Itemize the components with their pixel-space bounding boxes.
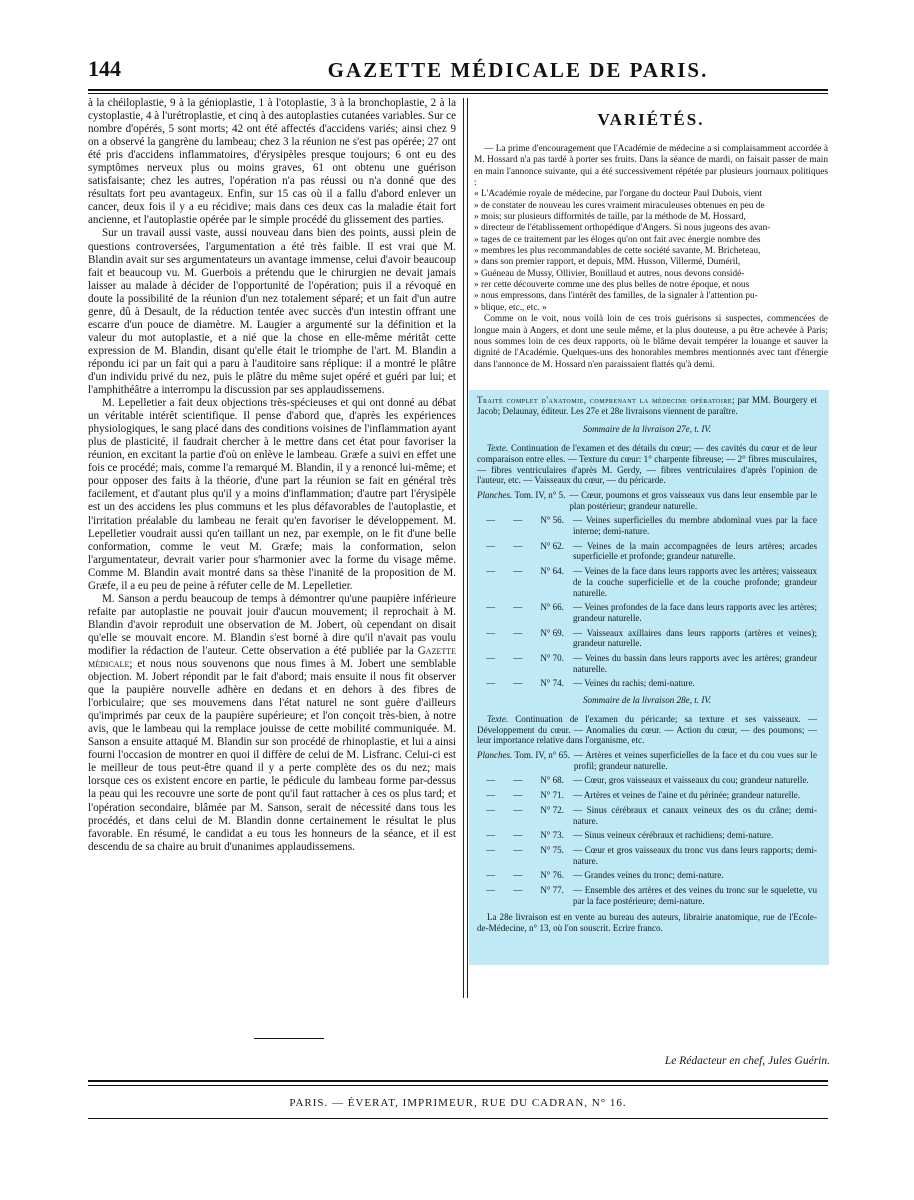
dash: — <box>513 515 523 526</box>
dash: — <box>486 804 496 815</box>
plate-number: N° 68. <box>540 775 564 786</box>
quote-line: » rer cette découverte comme une des plus belles de notre époque, et nous <box>474 280 750 291</box>
plate-description: — Sinus cérébraux et canaux veineux des os du crâne; demi-nature. <box>573 804 817 826</box>
dash: — <box>486 678 496 689</box>
plate-number: N° 70. <box>540 653 564 664</box>
plate-dashes <box>477 678 573 689</box>
quote-line: » membres les plus recommandables de cette société savante, M. Bricheteau, <box>474 246 761 257</box>
paragraph-text: ; et nous nous souvenons que nous fimes à M. Jobert une semblable objection. M. Jobert répondit par le fait d'abord; mais ensuite il nous fit observer que la paupière nouvelle adhère en dedans et en dehors à des fibres de l'orbiculaire; que ses mouvemens dans l'état naturel ne sont guère d'ailleurs qu'imprimés par ceux de la paupière supérieure; et l'on conçoit très-bien, à notre avis, que le lambeau qui la remplace jouisse de cette mobilité communiquée. M. Sanson a ensuite attaqué M. Blandin sur son procédé de rhinoplastie, et lui a ainsi fourni l'occasion de montrer en quoi il diffère de celui de M. Lisfranc. Celui-ci est le meilleur de tous peut-être quand il y a perte complète des os du nez; mais lorsque ces os existent encore en partie, le pédicule du lambeau forme par-dessus la peau qui les recouvre une sorte de pont qu'il faut rattacher à ces os plus tard; et l'opération secondaire, blâmée par M. Sanson, serait de nécessité dans tous les procédés, et dans celui de M. Blandin donne certainement le résultat le plus favorable. En résumé, le candidat a eu tous les honneurs de la séance, et il est descendu de sa chaire au bruit d'unanimes applaudissemens. <box>88 658 456 853</box>
article-comment: Comme on le voit, nous voilà loin de ces trois guérisons si suspectes, commencées de longue main à Angers, et dont une seule même, et la plus douteuse, a pu être achevée à Paris; nous sommes loin de ces deux rapports, où le blâme devait tempérer la louange et sauver la dignité de l'Académie. Quelques-uns des honorables membres mentionnés avec tant d'énergie dans l'annonce de M. Hossard n'en paraissaient flattés qu'à demi. <box>474 314 828 370</box>
plate-description: — Veines superficielles du membre abdominal vues par la face interne; demi-nature. <box>573 515 817 537</box>
plate-dashes <box>477 541 573 562</box>
plate-description: — Vaisseaux axillaires dans leurs rapports (artères et veines); grandeur naturelle. <box>573 627 817 649</box>
plate-dashes <box>477 628 573 649</box>
plate-entry <box>477 775 817 786</box>
dash: — <box>513 830 523 841</box>
plate-dashes <box>477 566 573 598</box>
dash: — <box>513 540 523 551</box>
text-summary-27 <box>477 443 817 486</box>
dash: — <box>486 653 496 664</box>
quote-line: » blique, etc., etc. » <box>474 302 547 313</box>
dash: — <box>513 790 523 801</box>
plate-number: N° 75. <box>540 844 564 855</box>
plate-entry <box>477 750 817 771</box>
plate-entry <box>477 805 817 826</box>
plate-number: n° 5. <box>548 489 566 500</box>
dash: — <box>513 627 523 638</box>
plates-label: Planches. <box>477 749 513 760</box>
plate-entry <box>477 845 817 866</box>
dash: — <box>486 870 496 881</box>
plate-description: — Cœur et gros vaisseaux du tronc vus dans leurs rapports; demi-nature. <box>573 844 817 866</box>
dash: — <box>513 804 523 815</box>
quoted-announcement <box>474 189 828 314</box>
text-label: Texte. <box>487 443 509 454</box>
paragraph-text: M. Sanson a perdu beaucoup de temps à démontrer qu'une paupière inférieure refaite par autoplastie ne pouvait jouir d'aucun mouvement; il reprochait à M. Blandin d'avoir reproduit une observation de M. Jobert, où cependant on disait qu'elle se mouvait encore. M. Blandin s'est borné à dire qu'il n'avait pas voulu modifier la rédaction de l'auteur. Cette observation a été publiée par la <box>88 592 456 657</box>
plates-label: Planches. <box>477 489 513 500</box>
plate-number: N° 64. <box>540 566 564 577</box>
quote-line: » nous empressons, dans l'intérêt des familles, de la signaler à l'attention pu- <box>474 291 758 302</box>
plate-description: — Artères et veines de l'aine et du périnée; grandeur naturelle. <box>573 790 801 801</box>
dash: — <box>513 844 523 855</box>
plates-prefix <box>477 750 574 771</box>
dash: — <box>486 844 496 855</box>
plate-entry <box>477 885 817 906</box>
plate-description: — Sinus veineux cérébraux et rachidiens; demi-nature. <box>573 830 774 841</box>
plate-description: — Veines de la face dans leurs rapports avec les artères; vaisseaux de la couche superficielle et de la couche profonde; grandeur naturelle. <box>573 566 817 598</box>
plate-description: — Veines du rachis; demi-nature. <box>573 678 695 689</box>
plate-description: — Veines profondes de la face dans leurs rapports avec les artères; grandeur naturelle. <box>573 602 817 623</box>
quote-line: » tages de ce traitement par les éloges qu'on ont fait avec énergie nombre des <box>474 234 761 245</box>
plate-dashes <box>477 830 573 841</box>
plate-entry <box>477 490 817 511</box>
dash: — <box>486 775 496 786</box>
end-rule <box>254 1038 324 1039</box>
plate-number: N° 66. <box>540 602 564 613</box>
plate-dashes <box>477 805 573 826</box>
plate-entry <box>477 870 817 881</box>
paragraph: à la chéiloplastie, 9 à la génioplastie, 1 à l'otoplastie, 3 à la bronchoplastie, 2 à la cystoplastie, 4 à l'urétroplastie, et cinq à des autoplasties cutanées variables. Sur ce nombre d'opérés, 5 sont morts; 42 ont été affectés d'accidens variés; ainsi chez 9 on a observé la gangrène du lambeau; chez 3 la réunion ne s'est pas opérée; 27 ont été pris d'accidens inflammatoires, d'érysipèles presque toujours; 6 ont eu des symptômes nerveux plus ou moins graves, 61 ont obtenu une guérison satisfaisante; chez les autres, l'opération n'a pas réussi ou n'a donné que des résultats fort peu avantageux. Enfin, sur 15 cas où il a fallu d'abord enlever un cancer, deux fois il y a eu récidive; mais dans ces deux cas la maladie était fort ancienne, et l'autoplastie opérée par le simple procédé du glissement des parties. <box>88 97 456 227</box>
plate-dashes <box>477 653 573 674</box>
plate-number: N° 73. <box>540 830 564 841</box>
plate-description: — Artères et veines superficielles de la face et du cou vues sur le profil; grandeur naturelle. <box>573 749 817 771</box>
plate-dashes <box>477 602 573 623</box>
dash: — <box>486 790 496 801</box>
plate-number: N° 72. <box>540 804 564 815</box>
journal-reference: Gazette médicale <box>88 644 456 671</box>
dash: — <box>486 540 496 551</box>
quote-line: » de constater de nouveau les cures vraiment miraculeuses obtenues en peu de <box>474 200 765 211</box>
plate-dashes <box>477 515 573 536</box>
plate-number: n° 65. <box>548 749 570 760</box>
plate-number: N° 56. <box>540 515 564 526</box>
plates-prefix <box>477 490 569 511</box>
dash: — <box>486 602 496 613</box>
header-rule-thin <box>88 93 828 94</box>
quote-line: » dans son premier rapport, et depuis, MM. Husson, Villermé, Duméril, <box>474 257 741 268</box>
plate-description: — Grandes veines du tronc; demi-nature. <box>573 870 724 881</box>
plate-entry <box>477 830 817 841</box>
treatise-publisher: ; par MM. Bourgery et Jacob; Delaunay, éditeur. Les 27e et 28e livraisons viennent de paraître. <box>477 395 818 416</box>
plate-entry <box>477 515 817 536</box>
dash: — <box>486 515 496 526</box>
plate-entry <box>477 678 817 689</box>
plate-description: — Cœur, gros vaisseaux et vaisseaux du cou; grandeur naturelle. <box>573 775 809 786</box>
section-title: VARIÉTÉS. <box>597 110 705 129</box>
dash: — <box>513 602 523 613</box>
page-number: 144 <box>88 56 121 81</box>
dash: — <box>513 566 523 577</box>
plate-number: N° 77. <box>540 885 564 896</box>
masthead <box>88 56 828 86</box>
quote-line: » directeur de l'établissement orthopédique d'Angers. Si nous jugeons des avan- <box>474 223 771 234</box>
dash: — <box>486 885 496 896</box>
text-label: Texte. <box>487 713 509 724</box>
article-intro: — La prime d'encouragement que l'Académie de médecine a si complaisamment accordée à M. Hossard n'a pas tardé à porter ses fruits. Dans la séance de mardi, on faisait passer de main en main l'annonce suivante, qui a été successivement répétée par plusieurs journaux politiques : <box>474 144 828 189</box>
plate-entry <box>477 602 817 623</box>
plate-number: N° 76. <box>540 870 564 881</box>
text-summary-28 <box>477 714 817 746</box>
printer-imprint: PARIS. — ÉVERAT, IMPRIMEUR, RUE DU CADRAN, N° 16. <box>289 1097 627 1109</box>
varietes-article <box>474 144 828 371</box>
quote-line: » mois; sur plusieurs difformités de taille, par la méthode de M. Hossard, <box>474 212 746 223</box>
paragraph <box>88 593 456 854</box>
plate-dashes <box>477 790 573 801</box>
journal-title: GAZETTE MÉDICALE DE PARIS. <box>327 58 709 82</box>
treatise-title: Traité complet d'anatomie, comprenant la médecine opératoire <box>477 395 733 405</box>
dash: — <box>486 830 496 841</box>
plate-dashes <box>477 775 573 786</box>
dash: — <box>513 678 523 689</box>
plate-entry <box>477 566 817 598</box>
dash: — <box>513 885 523 896</box>
footer-rule <box>88 1080 828 1082</box>
column-divider-double <box>467 98 468 998</box>
summary-title-28: Sommaire de la livraison 28e, t. IV. <box>582 695 712 706</box>
dash: — <box>486 566 496 577</box>
plate-dashes <box>477 885 573 906</box>
plate-entry <box>477 790 817 801</box>
column-divider <box>463 98 464 998</box>
dash: — <box>513 775 523 786</box>
plate-number: N° 74. <box>540 678 564 689</box>
plate-dashes <box>477 845 573 866</box>
plate-number: N° 62. <box>540 540 564 551</box>
plates-tome: Tom. IV, <box>514 749 546 760</box>
plate-description: — Veines du bassin dans leurs rapports avec les artères; grandeur naturelle. <box>573 653 817 674</box>
paragraph: M. Lepelletier a fait deux objections très-spécieuses et qui ont donné au débat un véritable intérêt scientifique. Il pense d'abord que, d'après les expériences physiologiques, le sang placé dans des conditions voisines de l'inflammation ayant plus de plasticité, il faudrait chercher à le mettre dans cet état pour favoriser la réunion, en excitant la partie d'où on enlève le lambeau. Græfe a suivi en effet une fois ce procédé; mais, comme l'a remarqué M. Blandin, il y a renoncé lui-même; et pour opposer des faits à la théorie, d'une part la réunion se fait en général très facilement, et d'autant plus qu'il y a moins d'inflammation; d'autre part l'érysipèle est un des accidens les plus communs et les plus défavorables de l'autoplastie, et l'irritation préalable du lambeau ne ferait qu'en favoriser le développement. M. Lepelletier voudrait aussi qu'en taillant un nez, par exemple, on le fit d'une belle conformation, comme le veut M. Græfe; mais la conformation, selon l'argumentateur, devrait varier pour s'harmonier avec la forme du visage même. Comme M. Blandin avait montré dans sa thèse l'inanité de la proposition de M. Græfe, il a eu peu de peine à réfuter celle de M. Lepelletier. <box>88 397 456 592</box>
editor-signature: Le Rédacteur en chef, Jules Guérin. <box>664 1055 830 1067</box>
footer-rule-bottom <box>88 1118 828 1119</box>
dash: — <box>513 870 523 881</box>
plate-entry <box>477 541 817 562</box>
text-content: Continuation de l'examen et des détails du cœur; — des cavités du cœur et de leur comparaison entre elles. — Texture du cœur: 1° charpente fibreuse; — 2° fibres musculaires, — fibres ventriculaires d'après M. Gerdy, — fibres ventriculaires d'après l'opinion de l'auteur, etc. — Vaisseaux du cœur, — du péricarde. <box>477 443 817 486</box>
treatise-announcement <box>469 390 829 965</box>
plate-entry <box>477 653 817 674</box>
treatise-intro <box>477 395 817 416</box>
dash: — <box>513 653 523 664</box>
footer-rule-thin <box>88 1085 828 1086</box>
plate-number: N° 69. <box>540 627 564 638</box>
quote-line: « L'Académie royale de médecine, par l'organe du docteur Paul Dubois, vient <box>474 189 762 200</box>
text-content: Continuation de l'examen du péricarde; sa texture et ses vaisseaux. — Développement du cœur. — Anomalies du cœur. — Action du cœur, — des poumons; — leur importance relative dans l'organisme, etc. <box>477 713 817 746</box>
summary-title-27: Sommaire de la livraison 27e, t. IV. <box>582 424 712 435</box>
plate-description: — Veines de la main accompagnées de leurs artères; arcades superficielle et profonde; grandeur naturelle. <box>573 540 817 562</box>
left-column <box>88 97 456 997</box>
plates-tome: Tom. IV, <box>514 489 546 500</box>
header-rule <box>88 89 828 91</box>
dash: — <box>486 627 496 638</box>
plate-number: N° 71. <box>540 790 564 801</box>
plate-entry <box>477 628 817 649</box>
paragraph: Sur un travail aussi vaste, aussi nouveau dans bien des points, aussi plein de questions controversées, l'argumentation a été très faible. Il est vrai que M. Blandin avait sur ses argumentateurs un avantage immense, celui d'avoir beaucoup fait et beaucoup vu. M. Guerbois a prétendu que le chirurgien ne devait jamais laisser au malade à décider de l'opportunité de l'opération; puis il a révoqué en doute la possibilité de la réunion d'un nez totalement séparé; et un fait d'un autre genre, dû à Desault, de la réduction tentée avec succès d'un intestin offrant une escarre d'un pouce de diamètre. M. Laugier a argumenté sur la définition et la valeur du mot autoplastie, et a nié que la chose en elle-même méritât cette expression de M. Blandin, disant qu'elle était le triomphe de l'art. M. Blandin a répondu ici par un fait qui a paru à l'auditoire sans réplique: il a montré le plâtre d'un individu privé du nez, puis le plâtre du même sujet opéré et guéri par lui; et l'amphithéâtre a interrompu la discussion par ses applaudissemens. <box>88 227 456 397</box>
plate-dashes <box>477 870 573 881</box>
plate-description: — Cœur, poumons et gros vaisseaux vus dans leur ensemble par le plan postérieur; grandeur naturelle. <box>569 489 817 511</box>
plate-description: — Ensemble des artères et des veines du tronc sur le squelette, vu par la face postérieure; demi-nature. <box>573 885 817 906</box>
sale-note: La 28e livraison est en vente au bureau des auteurs, librairie anatomique, rue de l'Ecole-de-Médecine, n° 13, où l'on souscrit. Ecrire franco. <box>477 912 817 934</box>
quote-line: » Guéneau de Mussy, Ollivier, Bouillaud et autres, nous devons considé- <box>474 268 745 279</box>
